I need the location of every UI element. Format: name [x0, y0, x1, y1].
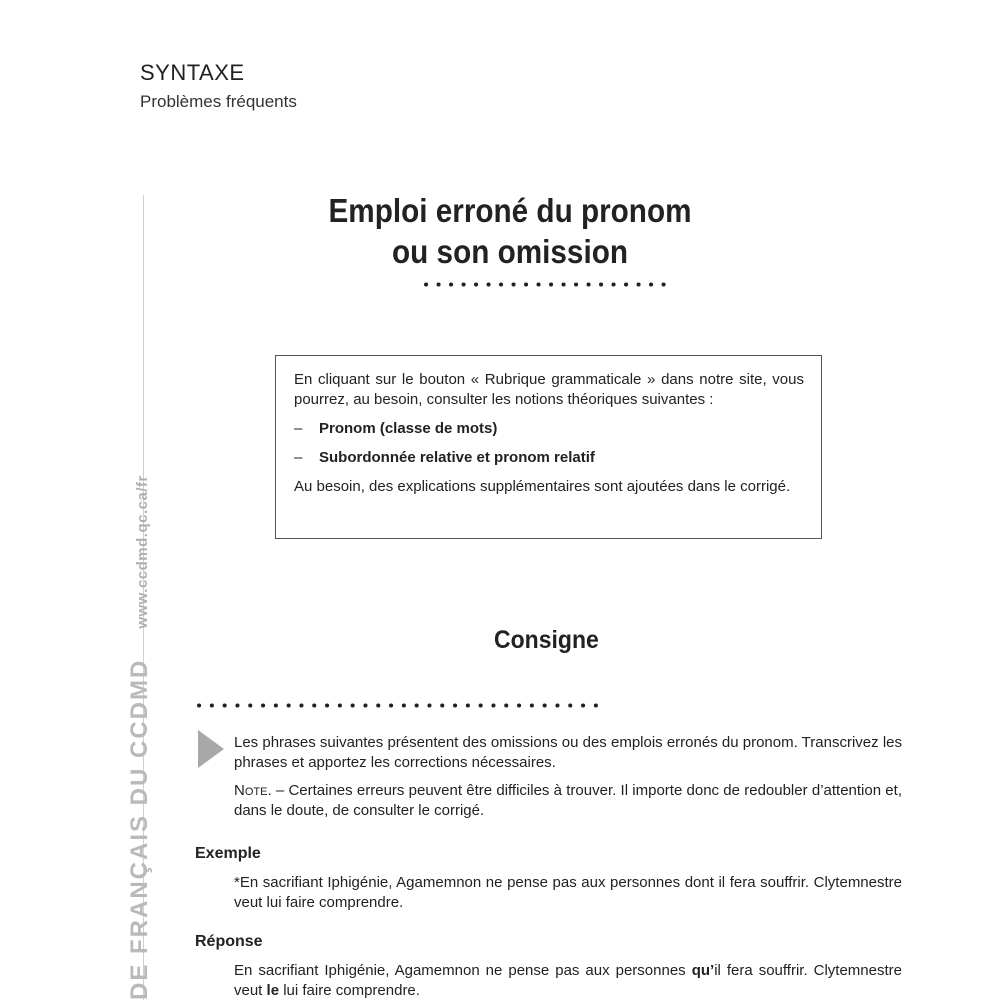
- info-box-item[interactable]: – Subordonnée relative et pronom relatif: [294, 449, 595, 466]
- reponse-label: Réponse: [195, 933, 263, 950]
- note-text: – Certaines erreurs peuvent être difficiles à trouver. Il importe donc de redoubler d’attention et, dans le doute, de consulter le corrigé.: [234, 782, 902, 819]
- section-subtitle: Problèmes fréquents: [140, 92, 297, 111]
- sidebar-url: www.ccdmd.qc.ca/fr: [134, 475, 151, 629]
- consigne-dotted-rule: [197, 703, 607, 708]
- reponse-correction: qu’: [691, 962, 715, 979]
- sidebar-brand: DE FRANÇAIS DU CCDMD: [126, 658, 153, 1000]
- reponse-text: En sacrifiant Iphigénie, Agamemnon ne pense pas aux personnes qu’il fera souffrir. Clytemnestre veut le lui faire comprendre.: [234, 962, 902, 999]
- consigne-heading: Consigne: [494, 626, 599, 654]
- exemple-label: Exemple: [195, 845, 261, 862]
- page-title: [321, 190, 699, 272]
- arrow-icon: [198, 730, 224, 768]
- info-box-item[interactable]: – Pronom (classe de mots): [294, 420, 498, 437]
- page-title-line2: ou son omission: [392, 233, 628, 270]
- exemple-text: *En sacrifiant Iphigénie, Agamemnon ne pense pas aux personnes dont il fera souffrir. Clytemnestre veut lui faire comprendre.: [234, 874, 902, 911]
- info-box-intro: En cliquant sur le bouton « Rubrique grammaticale » dans notre site, vous pourrez, au besoin, consulter les notions théoriques suivantes :: [294, 371, 804, 408]
- note-lead: Note.: [234, 782, 272, 799]
- sidebar-vertical-text: [126, 475, 154, 1000]
- info-box-content: [294, 370, 804, 497]
- section-title: SYNTAXE: [140, 60, 245, 85]
- page-title-line1: Emploi erroné du pronom: [328, 192, 692, 229]
- info-box-item-label[interactable]: Pronom (classe de mots): [319, 420, 498, 437]
- consigne-instruction: Les phrases suivantes présentent des omissions ou des emplois erronés du pronom. Transcrivez les phrases et apportez les corrections nécessaires.: [234, 734, 902, 771]
- reponse-correction: le: [266, 982, 280, 999]
- title-dotted-rule: [424, 282, 676, 287]
- consigne-note: [234, 781, 902, 821]
- info-box-outro: Au besoin, des explications supplémentaires sont ajoutées dans le corrigé.: [294, 478, 791, 495]
- info-box-item-label[interactable]: Subordonnée relative et pronom relatif: [319, 449, 595, 466]
